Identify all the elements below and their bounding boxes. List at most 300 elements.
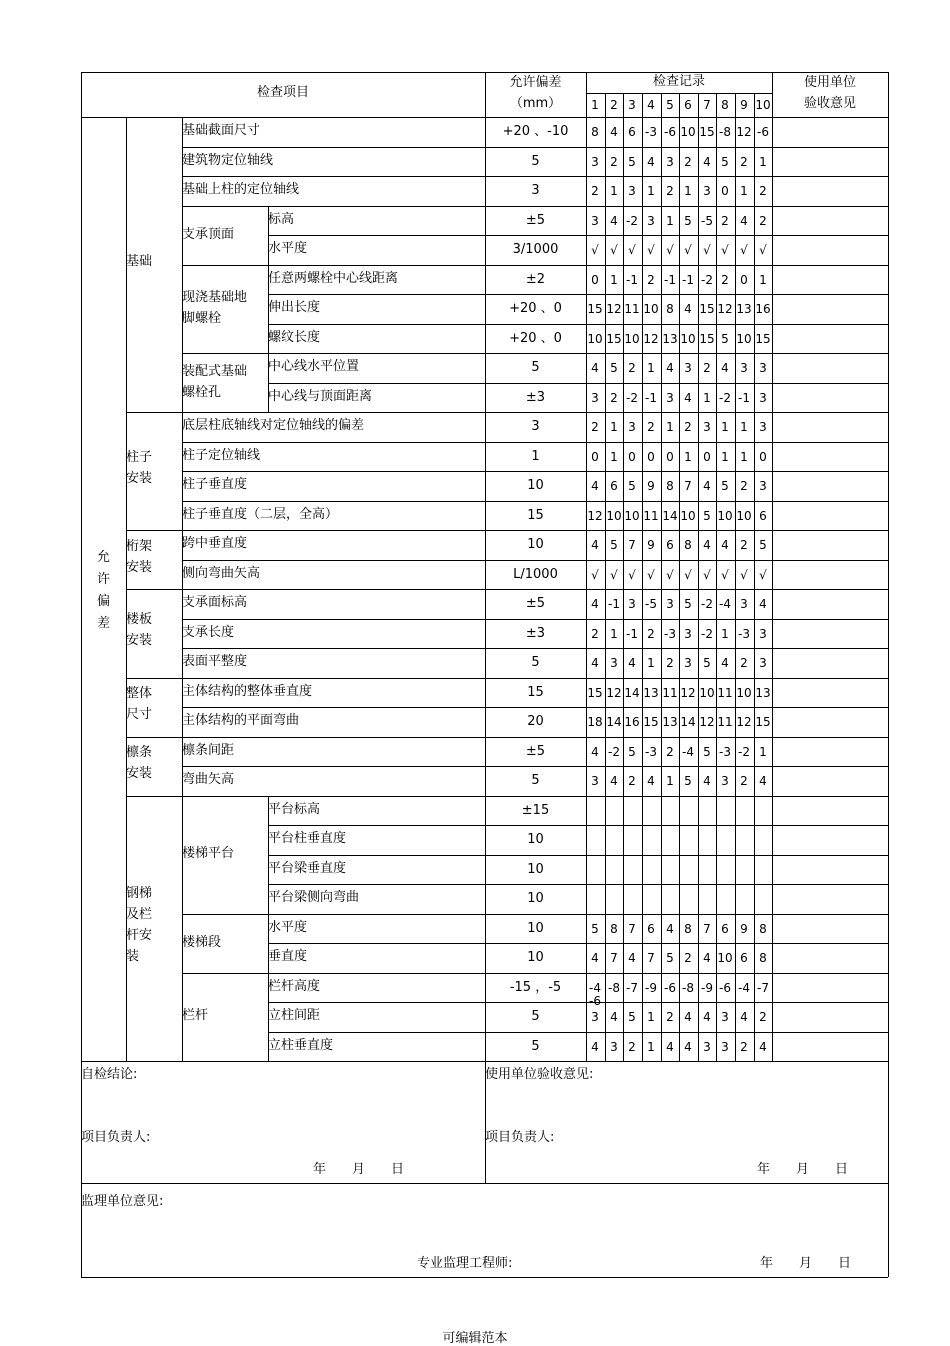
row-allow: 1 [531,448,540,464]
row-item: 弯曲矢高 [182,772,235,787]
record-value: 7 [703,921,711,936]
record-value: 4 [591,361,599,375]
page-footer: 可编辑范本 [442,1331,508,1346]
row-item: 支承面标高 [182,595,248,610]
row-item: 平台柱垂直度 [268,831,347,846]
row-allow: 3 [531,183,540,198]
record-value: 12 [736,125,752,139]
record-value: 5 [628,1010,636,1024]
group-label: 檩条 [126,745,153,760]
record-value: 2 [666,656,674,670]
record-value: 5 [628,154,636,169]
header-opinion: 使用单位 [803,75,856,90]
record-value: -2 [701,626,713,641]
header-record-col: 2 [610,98,618,112]
record-value: 15 [606,331,622,346]
record-value: 4 [703,479,711,493]
row-item: 侧向弯曲矢高 [182,565,261,581]
subgroup-label: 楼梯段 [182,934,222,950]
record-value: 11 [717,715,733,729]
header-record-col: 10 [755,98,771,112]
header-allow-unit: （mm） [509,96,562,111]
row-item: 主体结构的平面弯曲 [182,713,300,728]
record-value: 5 [703,508,711,523]
record-value: 4 [759,597,767,611]
record-value: 2 [666,184,674,198]
row-divider [182,147,888,148]
record-value: -5 [701,213,713,228]
header-opinion: 验收意见 [803,96,856,111]
record-value: -3 [645,125,657,139]
record-value: 3 [759,361,767,375]
record-value: 4 [666,1039,674,1054]
record-value: √ [721,243,729,257]
record-value: 0 [666,449,674,464]
row-item: 柱子垂直度 [182,477,248,492]
record-value: √ [703,243,711,257]
row-divider [268,943,888,944]
group-divider [126,412,888,413]
record-value: 1 [740,449,748,464]
row-allow: 5 [531,1009,540,1024]
row-item: 垂直度 [268,949,308,964]
record-value: 5 [666,951,674,965]
row-allow: ±2 [525,271,546,287]
record-value: 5 [610,538,618,552]
subgroup-label: 栏杆 [182,1008,209,1024]
row-allow: 10 [527,920,544,936]
row-divider [268,1032,888,1033]
record-value: √ [628,243,636,257]
record-value: 4 [647,154,655,169]
record-value: 10 [624,331,640,346]
row-allow: +20 、-10 [502,124,569,139]
group-label: 安装 [126,766,153,781]
record-value: 4 [591,1039,599,1054]
record-value: 2 [721,272,729,287]
row-allow: 10 [527,891,544,906]
record-value: 6 [610,479,618,493]
record-value: 4 [591,597,599,611]
record-value: 8 [684,538,692,552]
record-value: √ [684,243,692,257]
row-item: 立柱间距 [268,1008,321,1023]
record-value: 2 [740,1039,748,1054]
record-value: 0 [591,272,599,287]
record-value: 3 [721,1010,729,1024]
record-value: √ [647,243,655,257]
record-value: √ [591,243,599,257]
record-value: 3 [666,154,674,169]
row-allow: ±3 [525,625,546,641]
record-value: 3 [703,1039,711,1054]
record-value: 2 [591,626,599,641]
record-value: 1 [647,1010,655,1024]
record-value: 2 [628,774,636,788]
record-value: 2 [591,184,599,198]
record-value: 12 [680,685,696,700]
record-value: -1 [645,390,657,405]
row-allow: ±5 [525,212,546,228]
row-divider [182,648,888,649]
record-value: 2 [684,420,692,434]
record-value: 4 [721,538,729,552]
record-value: √ [628,567,636,582]
record-value: √ [647,567,655,582]
record-value: 3 [721,774,729,788]
row-item: 立柱垂直度 [268,1037,334,1053]
row-allow: 10 [527,832,544,847]
row-divider [268,884,888,885]
record-value: 4 [666,361,674,375]
record-value: 2 [740,656,748,670]
row-divider [182,560,888,561]
record-value: √ [703,567,711,582]
record-value: 4 [628,951,636,965]
group-label: 装 [126,949,140,965]
record-value: 14 [680,715,696,729]
row-allow: 5 [531,1038,540,1054]
record-value: 2 [610,154,618,169]
row-allow: 10 [527,950,544,965]
record-value: -8 [719,125,731,139]
record-value: 4 [666,921,674,936]
record-value: 10 [680,331,696,346]
record-value: 12 [587,508,603,523]
record-value: -2 [701,597,713,611]
record-value: 2 [740,479,748,493]
row-allow: +20 、0 [509,301,562,316]
record-value: 2 [647,272,655,287]
record-value: 3 [610,1039,618,1054]
record-value: 4 [591,744,599,759]
record-value: 15 [699,125,715,139]
row-allow: ±15 [521,802,550,818]
record-value: 3 [628,184,636,198]
record-value: 15 [699,331,715,346]
record-value: 2 [759,213,767,228]
record-value: 2 [759,1010,767,1024]
record-value: 15 [587,302,603,316]
side-label-char: 许 [96,572,110,587]
record-value: 2 [721,213,729,228]
row-allow: +20 、0 [509,330,562,346]
record-value: 10 [680,508,696,523]
record-value: -7 [757,980,769,995]
group-label: 整体 [126,686,153,701]
record-value: √ [740,243,748,257]
record-value: -1 [626,626,638,641]
self-check-label: 自检结论: [81,1067,138,1082]
record-value: -1 [626,272,638,287]
record-value: 12 [606,685,622,700]
record-value: 15 [643,715,659,729]
record-value: 4 [721,656,729,670]
record-value: -4 [589,980,601,995]
row-item: 主体结构的整体垂直度 [182,683,313,699]
record-value: 1 [610,449,618,464]
row-item: 任意两螺栓中心线距离 [268,270,399,286]
record-value: -3 [645,744,657,759]
record-value: -9 [701,980,713,995]
record-value: 12 [736,715,752,729]
group-label: 柱子 [126,450,153,465]
record-value: 5 [628,479,636,493]
record-value: 5 [591,921,599,936]
row-divider [182,206,888,207]
group-label: 钢梯 [126,886,153,902]
record-value: √ [759,243,767,257]
record-value: -2 [701,272,713,287]
record-value: 1 [647,1039,655,1054]
record-value: -5 [645,597,657,611]
record-value: 6 [740,951,748,965]
row-item: 建筑物定位轴线 [182,152,274,168]
row-allow: ±5 [525,596,546,611]
header-record-col: 5 [666,98,674,112]
record-value: √ [591,567,599,582]
record-value: 14 [606,715,622,729]
record-value: 3 [703,184,711,198]
record-value: 12 [606,302,622,316]
record-value: 3 [684,656,692,670]
record-value: 2 [591,420,599,434]
record-value: 10 [699,685,715,700]
record-value: 15 [755,715,771,729]
row-item: 栏杆高度 [268,978,321,994]
record-value: -6 [664,125,676,139]
record-value: 1 [610,420,618,434]
record-value: -4 [719,597,731,611]
record-value: 1 [647,656,655,670]
record-value: -6 [664,980,676,995]
row-item: 水平度 [268,919,308,935]
group-label: 杆安 [126,928,153,944]
record-value: -1 [664,272,676,287]
record-value: 7 [684,479,692,493]
header-record: 检查记录 [652,74,705,89]
record-value: -3 [738,626,750,641]
row-item: 支承长度 [182,624,235,640]
row-divider [268,1002,888,1003]
record-value: 4 [647,774,655,788]
group-label: 及栏 [126,907,153,923]
record-value: 7 [628,921,636,936]
record-value: 1 [740,184,748,198]
record-value: 16 [624,715,640,729]
header-allow: 允许偏差 [509,75,562,90]
record-value: 4 [703,538,711,552]
row-divider [182,353,888,354]
record-value: √ [740,567,748,582]
group-label: 尺寸 [126,707,153,722]
subgroup-label: 现浇基础地 [182,289,248,305]
record-value: 10 [643,302,659,316]
row-item: 中心线水平位置 [268,359,360,374]
row-divider [182,973,888,974]
record-value: 10 [717,951,733,965]
record-value: 10 [736,508,752,523]
row-allow: 5 [531,773,540,788]
row-allow: ±3 [525,389,546,405]
row-item: 柱子垂直度（二层，全高） [182,506,339,522]
header-record-col: 4 [647,98,655,112]
row-item: 平台标高 [268,801,321,817]
record-value: -1 [608,597,620,611]
record-value: 2 [647,626,655,641]
record-value: 4 [628,656,636,670]
record-value: √ [610,567,618,582]
user-opinion-label: 使用单位验收意见: [485,1067,594,1082]
sign-bottom [81,1183,888,1184]
record-value: 10 [736,331,752,346]
record-value: -3 [664,626,676,641]
record-value: 3 [647,213,655,228]
record-value: 10 [717,508,733,523]
record-value: -6 [757,125,769,139]
header-record-col: 1 [591,98,599,112]
group-divider [126,530,888,531]
record-value: -8 [682,980,694,995]
record-value: 4 [759,774,767,788]
record-value: 4 [684,390,692,405]
record-value: 4 [684,1039,692,1054]
date-label: 年 月 日 [313,1162,405,1177]
record-value: 0 [740,272,748,287]
record-value: 4 [759,1039,767,1054]
record-value: 1 [740,420,748,434]
row-divider [182,707,888,708]
record-value: 0 [591,449,599,464]
record-value: 6 [628,125,636,139]
record-value: √ [666,243,674,257]
record-value: 2 [740,538,748,552]
subgroup-label: 螺栓孔 [182,384,222,400]
supervisor-label: 监理单位意见: [81,1194,164,1209]
record-value: 15 [699,302,715,316]
record-value: 10 [624,508,640,523]
record-value: 3 [721,1039,729,1054]
record-value: 2 [628,361,636,375]
group-label: 安装 [126,471,153,486]
record-value: 6 [666,538,674,552]
subgroup-label: 脚螺栓 [182,310,222,326]
row-allow: 5 [531,153,540,169]
record-value: 0 [721,184,729,198]
record-value: 5 [703,744,711,759]
record-value: -8 [608,980,620,995]
record-value: 3 [591,213,599,228]
record-value: 12 [717,302,733,316]
project-manager-label: 项目负责人: [81,1130,151,1145]
record-value: 5 [610,361,618,375]
record-value: 4 [591,951,599,965]
record-value: 1 [666,213,674,228]
subgroup-label: 装配式基础 [182,363,248,379]
record-value: -1 [682,272,694,287]
record-value: 9 [740,921,748,936]
date-label: 年 月 日 [760,1256,852,1271]
record-value: 1 [647,184,655,198]
record-value: 5 [684,597,692,611]
row-allow: 5 [531,360,540,375]
record-value: 1 [666,420,674,434]
record-value: 3 [759,626,767,641]
row-item: 檩条间距 [182,742,235,758]
record-value: -6 [719,980,731,995]
record-value: 7 [628,538,636,552]
record-value: 3 [628,597,636,611]
row-item: 底层柱底轴线对定位轴线的偏差 [182,418,365,433]
record-value: 10 [736,685,752,700]
inspection-table [81,72,888,1277]
record-value: 3 [740,597,748,611]
record-value: 11 [624,302,640,316]
record-value: -2 [719,390,731,405]
side-label-char: 偏 [96,594,110,609]
record-value: 10 [587,331,603,346]
record-value: 8 [684,921,692,936]
row-divider [268,855,888,856]
record-value: 3 [610,656,618,670]
frame-left [81,72,82,1277]
record-value: 4 [740,1010,748,1024]
record-value: -4 [682,744,694,759]
record-value: 7 [610,951,618,965]
record-value: 1 [759,154,767,169]
row-allow: 10 [527,861,544,877]
row-divider [182,501,888,502]
row-allow: 15 [527,684,544,700]
record-value: 5 [684,774,692,788]
record-value: 3 [666,390,674,405]
record-value: 1 [759,744,767,759]
row-divider [268,235,888,236]
record-value: 18 [587,715,603,729]
record-value: 2 [703,361,711,375]
record-value: 15 [755,331,771,346]
record-value: -1 [738,390,750,405]
row-divider [268,294,888,295]
record-value: 4 [703,1010,711,1024]
group-divider [126,678,888,679]
record-value: 1 [759,272,767,287]
row-item: 平台梁垂直度 [268,860,347,876]
record-value: 2 [740,774,748,788]
row-allow: -15 ，-5 [509,979,562,995]
row-item: 基础截面尺寸 [182,123,261,138]
record-value: 13 [736,302,752,316]
record-value: 9 [647,479,655,493]
record-value: 1 [610,184,618,198]
record-value: -3 [719,744,731,759]
group-label: 安装 [126,559,153,575]
header-item: 检查项目 [256,85,309,100]
row-divider [268,383,888,384]
record-value: 2 [610,390,618,405]
record-value: -2 [626,213,638,228]
header-record-col: 6 [684,98,692,112]
record-value: 5 [759,538,767,552]
record-value: 8 [610,921,618,936]
record-value: 5 [721,479,729,493]
record-value: 3 [628,420,636,434]
group-divider [126,796,888,797]
row-allow: L/1000 [513,566,558,582]
record-value: 4 [684,302,692,316]
row-allow: 15 [527,507,544,523]
record-value: 1 [721,420,729,434]
